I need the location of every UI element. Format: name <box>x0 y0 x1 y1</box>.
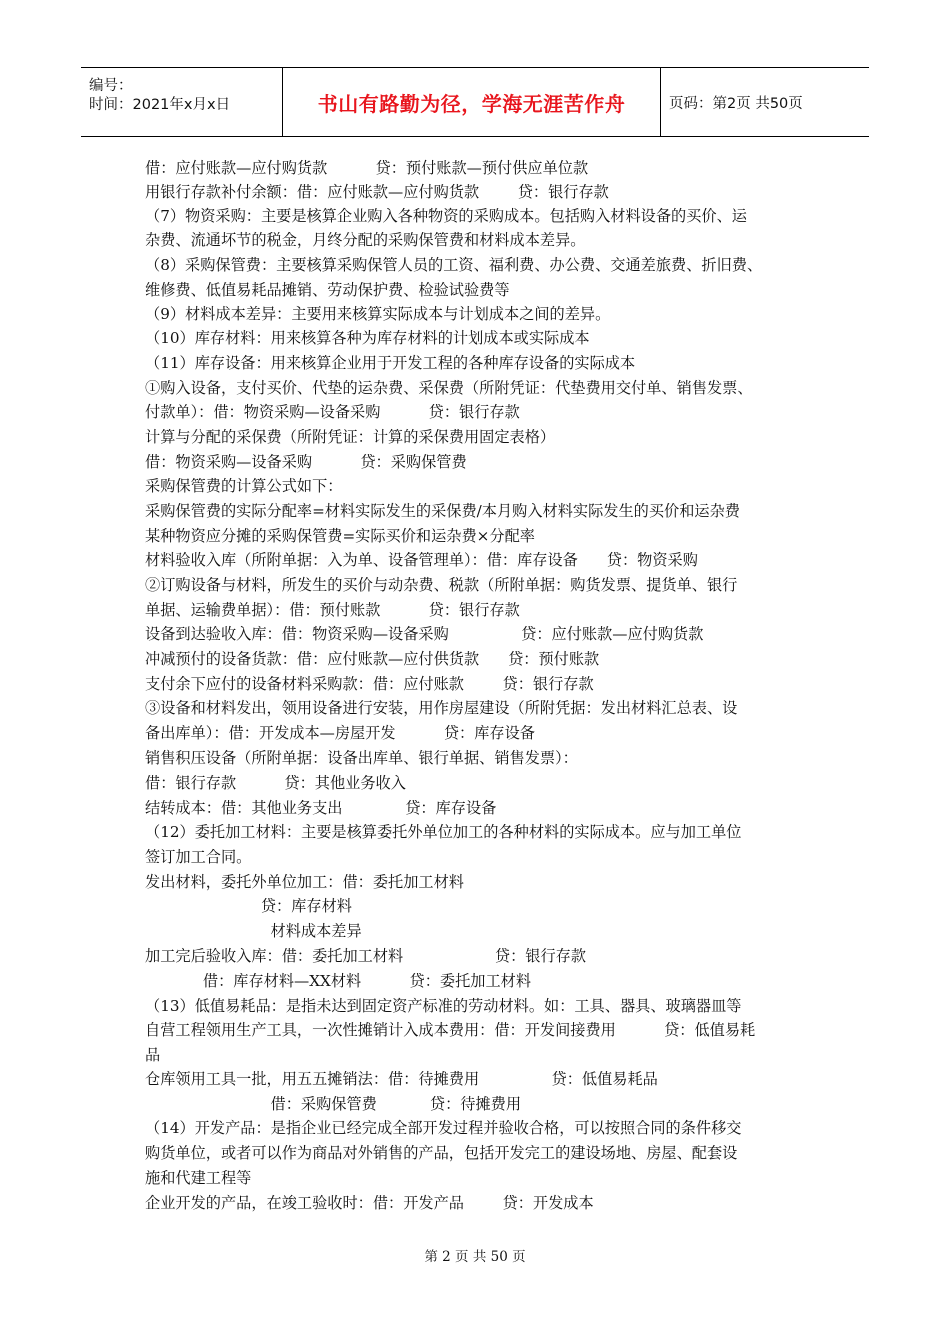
body-line: 借：银行存款 贷：其他业务收入 <box>145 774 406 792</box>
header-motto-cell <box>283 68 661 136</box>
body-line: 借：库存材料—XX材料 贷：委托加工材料 <box>145 972 532 990</box>
body-line: ②订购设备与材料，所发生的买价与动杂费、税款（所附单据：购货发票、提货单、银行 <box>145 576 738 594</box>
page-footer: 第 2 页 共 50 页 <box>424 1249 526 1265</box>
page-header <box>81 67 869 137</box>
header-page-cell <box>661 68 869 136</box>
body-line: 维修费、低值易耗品摊销、劳动保护费、检验试验费等 <box>145 281 510 299</box>
body-line: 加工完后验收入库：借：委托加工材料 贷：银行存款 <box>145 947 587 965</box>
document-time-label: 时间：2021年x月x日 <box>89 97 231 113</box>
body-line: ③设备和材料发出，领用设备进行安装，用作房屋建设（所附凭据：发出材料汇总表、设 <box>145 699 738 717</box>
body-line: 结转成本：借：其他业务支出 贷：库存设备 <box>145 799 497 817</box>
body-line: 杂费、流通坏节的税金，月终分配的采购保管费和材料成本差异。 <box>145 231 586 249</box>
body-line: 购货单位，或者可以作为商品对外销售的产品，包括开发完工的建设场地、房屋、配套设 <box>145 1144 738 1162</box>
body-line: 某种物资应分摊的采购保管费=实际买价和运杂费×分配率 <box>145 527 535 545</box>
body-line: 自营工程领用生产工具，一次性摊销计入成本费用：借：开发间接费用 贷：低值易耗 <box>145 1021 756 1039</box>
body-line: 借：应付账款—应付购货款 贷：预付账款—预付供应单位款 <box>145 159 589 177</box>
body-line: 借：采购保管费 贷：待摊费用 <box>145 1095 522 1113</box>
body-line: （10）库存材料：用来核算各种为库存材料的计划成本或实际成本 <box>145 329 590 347</box>
body-line: 支付余下应付的设备材料采购款：借：应付账款 贷：银行存款 <box>145 675 594 693</box>
header-meta-cell <box>81 68 283 136</box>
body-line: 借：物资采购—设备采购 贷：采购保管费 <box>145 453 467 471</box>
body-line: 材料成本差异 <box>145 922 362 940</box>
body-line: 冲减预付的设备货款：借：应付账款—应付供货款 贷：预付账款 <box>145 650 600 668</box>
body-line: 签订加工合同。 <box>145 848 252 866</box>
body-line: （14）开发产品：是指企业已经完成全部开发过程并验收合格，可以按照合同的条件移交 <box>145 1119 742 1137</box>
body-line: 备出库单）：借：开发成本—房屋开发 贷：库存设备 <box>145 724 535 742</box>
body-line: 施和代建工程等 <box>145 1169 252 1187</box>
body-line: （8）采购保管费：主要核算采购保管人员的工资、福利费、办公费、交通差旅费、折旧费、 <box>145 256 763 274</box>
body-line: （11）库存设备：用来核算企业用于开发工程的各种库存设备的实际成本 <box>145 354 636 372</box>
body-line: （12）委托加工材料：主要是核算委托外单位加工的各种材料的实际成本。应与加工单位 <box>145 823 742 841</box>
body-line: 企业开发的产品，在竣工验收时：借：开发产品 贷：开发成本 <box>145 1194 594 1212</box>
body-line: 单据、运输费单据）：借：预付账款 贷：银行存款 <box>145 601 520 619</box>
body-line: 贷：库存材料 <box>145 897 352 915</box>
body-line: 销售积压设备（所附单据：设备出库单、银行单据、销售发票）： <box>145 749 578 767</box>
body-line: （9）材料成本差异：主要用来核算实际成本与计划成本之间的差异。 <box>145 305 611 323</box>
body-line: 设备到达验收入库：借：物资采购—设备采购 贷：应付账款—应付购货款 <box>145 625 704 643</box>
body-line: 采购保管费的实际分配率=材料实际发生的采保费/本月购入材料实际发生的买价和运杂费 <box>145 502 740 520</box>
header-motto: 书山有路勤为径，学海无涯苦作舟 <box>317 91 626 116</box>
body-line: 材料验收入库（所附单据：入为单、设备管理单）：借：库存设备 贷：物资采购 <box>145 551 698 569</box>
body-line: ①购入设备，支付买价、代垫的运杂费、采保费（所附凭证：代垫费用交付单、销售发票、 <box>145 379 753 397</box>
body-line: 仓库领用工具一批，用五五摊销法：借：待摊费用 贷：低值易耗品 <box>145 1070 658 1088</box>
body-line: 用银行存款补付余额：借：应付账款—应付购货款 贷：银行存款 <box>145 183 609 201</box>
document-number-label: 编号： <box>89 78 133 94</box>
body-line: 付款单）：借：物资采购—设备采购 贷：银行存款 <box>145 403 520 421</box>
body-line: （7）物资采购：主要是核算企业购入各种物资的采购成本。包括购入材料设备的买价、运 <box>145 207 747 225</box>
body-line: 采购保管费的计算公式如下： <box>145 477 343 495</box>
header-page-info: 页码：第2页 共50页 <box>669 95 803 112</box>
body-line: 品 <box>145 1046 161 1064</box>
body-line: 计算与分配的采保费（所附凭证：计算的采保费用固定表格） <box>145 428 556 446</box>
body-line: （13）低值易耗品：是指未达到固定资产标准的劳动材料。如：工具、器具、玻璃器皿等 <box>145 997 742 1015</box>
body-line: 发出材料，委托外单位加工：借：委托加工材料 <box>145 873 464 891</box>
